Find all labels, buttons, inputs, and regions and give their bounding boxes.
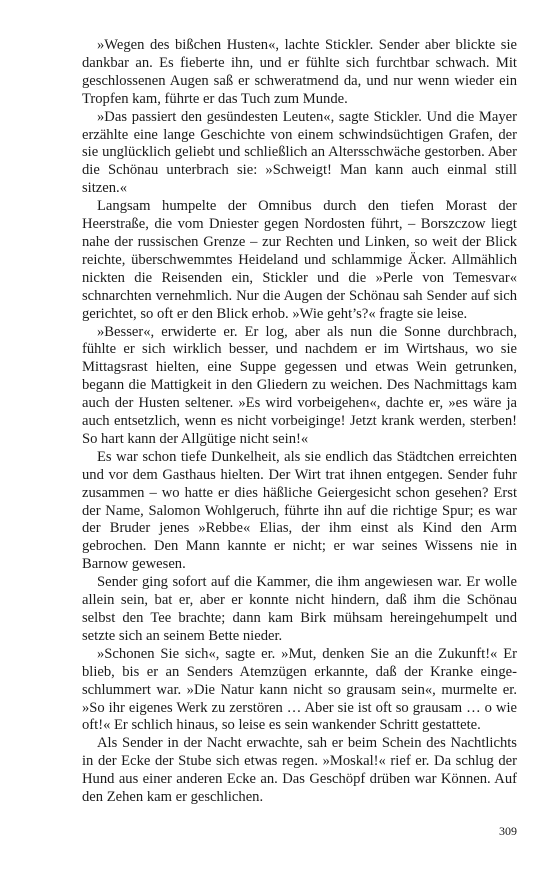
body-text [82, 37, 517, 807]
paragraph-7: »Schonen Sie sich«, sagte er. »Mut, denken Sie an die Zukunft!« Er blieb, bis er an Senders Atemzügen erkannte, daß der Kranke eingeschlummert war. »Die Natur kann nicht so grausam sein«, murmelte er. »So ihr eigenes Werk zu zerstören … Aber sie ist oft so grausam … o wie oft!« Er schlich hinaus, so leise es sein wankender Schritt gestattete. [82, 645, 517, 734]
paragraph-5: Es war schon tiefe Dunkelheit, als sie endlich das Städtchen erreichten und vor dem Gasthaus hielten. Der Wirt trat ihnen entgegen. Sender fuhr zusammen – wo hatte er dies häßliche Geiergesicht schon gesehen? Erst der Name, Salomon Wohlgeruch, führte ihn auf die richtige Spur; es war der Bruder jenes »Rebbe« Elias, der ihm einst als Kind den Arm gebrochen. Den Mann kannte er nicht; er war seines Wissens nie in Barnow gewesen. [82, 448, 517, 573]
paragraph-8: Als Sender in der Nacht erwachte, sah er beim Schein des Nachtlichts in der Ecke der Stube sich etwas regen. »Moskal!« rief er. Da schlug der Hund aus einer anderen Ecke an. Das Geschöpf drüben war Können. Auf den Zehen kam er geschlichen. [82, 735, 517, 806]
paragraph-1: »Wegen des bißchen Husten«, lachte Stickler. Sender aber blickte sie dankbar an. Es fieberte ihn, und er fühlte sich furchtbar schwach. Mit geschlossenen Augen saß er schweratmend da, und nur wenn wieder ein Tropfen kam, führte er das Tuch zum Munde. [82, 37, 517, 107]
paragraph-2: »Das passiert den gesündesten Leuten«, sagte Stickler. Und die Mayer erzählte eine lange Geschichte von einem schwindsüchtigen Grafen, der sie unglücklich geliebt und schließlich an Altersschwäche gestorben. Aber die Schönau unterbrach sie: »Schweigt! Man kann auch einmal still sitzen.« [82, 108, 517, 197]
paragraph-6: Sender ging sofort auf die Kammer, die ihm angewiesen war. Er wolle allein sein, bat er, aber er konnte nicht hindern, daß ihm die Schönau selbst den Tee brachte; dann kam Birk mühsam hereingehumpelt und setzte sich an seinem Bette nieder. [82, 574, 517, 644]
page-number: 309 [499, 824, 517, 838]
paragraph-3: Langsam humpelte der Omnibus durch den tiefen Morast der Heerstraße, die vom Dniester gegen Nordosten führt, – Borszczow liegt nahe der russischen Grenze – zur Rechten und Linken, so weit der Blick reichte, überschwemmtes Heideland und schlammige Äcker. Allmählich nickten die Reisenden ein, Stickler und die »Perle von Temesvar« schnarchten vernehmlich. Nur die Augen der Schönau sah Sender auf sich gerichtet, so oft er den Blick erhob. »Wie geht’s?« fragte sie leise. [82, 198, 517, 322]
paragraph-4: »Besser«, erwiderte er. Er log, aber als nun die Sonne durchbrach, fühlte er sich wirklich besser, und nachdem er im Wirtshaus, wo sie Mittagsrast hielten, eine Suppe gegessen und etwas Wein getrunken, begann die Mattigkeit in den Gliedern zu weichen. Des Nachmittags kam auch der Husten seltener. »Es wird vorbeigehen«, dachte er, »es wäre ja auch entsetzlich, wenn es nicht vorbeiginge! Jetzt krank werden, sterben! So hart kann der Allgütige nicht sein!« [82, 323, 517, 447]
